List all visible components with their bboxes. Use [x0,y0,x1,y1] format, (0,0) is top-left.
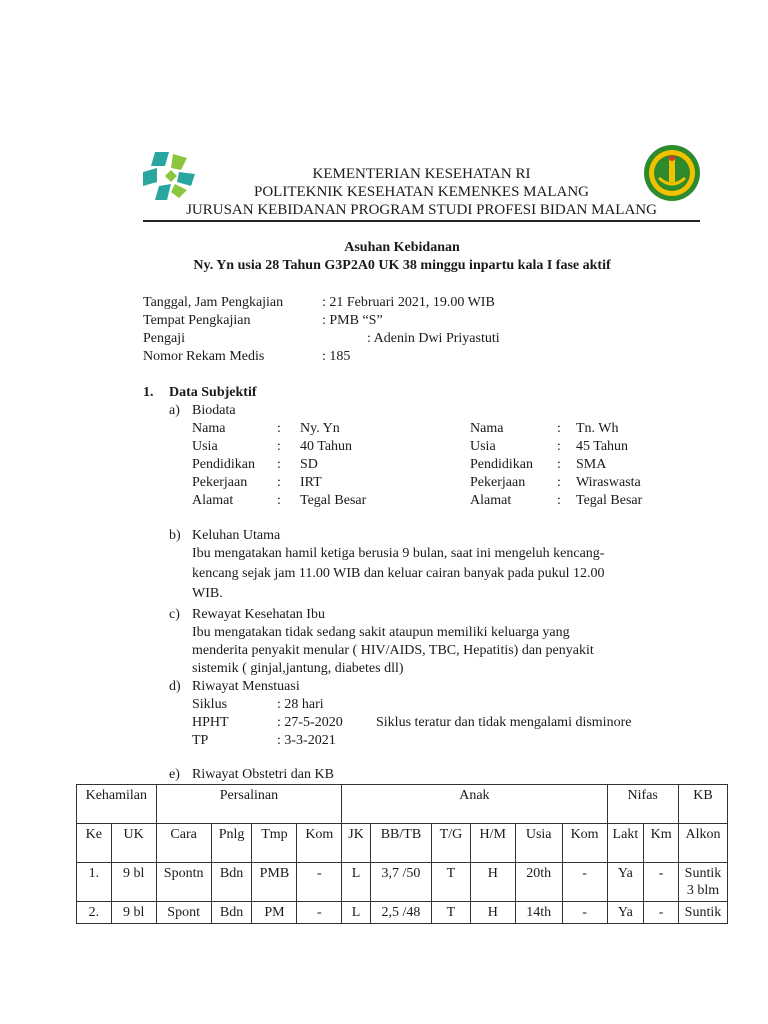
biodata-label: Nama [192,421,226,436]
table-cell: - [562,863,607,902]
table-column-header: Ke [77,824,112,863]
subsection-marker: c) [169,607,180,622]
table-column-header: Tmp [252,824,297,863]
header-department: JURUSAN KEBIDANAN PROGRAM STUDI PROFESI BIDAN MALANG [186,202,657,218]
biodata-value: Tegal Besar [300,493,367,508]
table-column-header-row [77,824,728,863]
menstruation-value: : 28 hari [277,697,324,712]
table-cell: Spont [156,902,211,924]
biodata-colon: : [557,493,561,508]
biodata-value: IRT [300,475,322,490]
table-cell: 2. [77,902,112,924]
table-column-header: Kom [297,824,342,863]
subsection-marker: b) [169,528,181,543]
biodata-label: Pekerjaan [470,475,526,490]
subsection-title: Biodata [192,403,236,418]
table-column-header: UK [111,824,156,863]
biodata-label: Nama [470,421,504,436]
meta-label: Nomor Rekam Medis [143,349,265,364]
biodata-colon: : [277,457,281,472]
document-title: Asuhan Kebidanan [344,240,460,255]
table-row [77,863,728,902]
table-cell: H [470,902,515,924]
subsection-marker: a) [169,403,180,418]
section-title: Data Subjektif [169,385,257,400]
meta-label: Tanggal, Jam Pengkajian [143,295,284,310]
section-number: 1. [143,385,154,400]
table-group-header: KB [678,785,727,824]
meta-value: : PMB “S” [322,313,383,328]
menstruation-label: TP [192,733,209,748]
table-cell: 2,5 /48 [370,902,431,924]
table-column-header: Alkon [678,824,727,863]
header-institution: POLITEKNIK KESEHATAN KEMENKES MALANG [253,184,590,200]
table-cell: - [297,902,342,924]
table-cell: - [562,902,607,924]
biodata-label: Pendidikan [470,457,533,472]
table-cell: Ya [607,863,644,902]
table-cell: - [644,902,679,924]
table-cell: - [644,863,679,902]
table-cell: Bdn [211,902,252,924]
table-column-header: Usia [515,824,562,863]
biodata-label: Pekerjaan [192,475,248,490]
table-cell: PMB [252,863,297,902]
menstruation-label: HPHT [192,715,229,730]
document-subtitle: Ny. Yn usia 28 Tahun G3P2A0 UK 38 minggu inpartu kala I fase aktif [193,258,611,273]
table-group-header: Nifas [607,785,678,824]
table-cell: 14th [515,902,562,924]
table-cell: PM [252,902,297,924]
table-cell: Spontn [156,863,211,902]
menstruation-value: : 3-3-2021 [277,733,336,748]
paragraph-line: menderita penyakit menular ( HIV/AIDS, TBC, Hepatitis) dan penyakit [192,643,594,658]
menstruation-note: Siklus teratur dan tidak mengalami disminore [376,715,632,730]
subsection-title: Keluhan Utama [192,528,281,543]
header-ministry: KEMENTERIAN KESEHATAN RI [312,166,531,182]
biodata-value: SD [300,457,318,472]
table-column-header: Pnlg [211,824,252,863]
table-cell: Ya [607,902,644,924]
table-column-header: Km [644,824,679,863]
table-group-header: Kehamilan [77,785,157,824]
biodata-colon: : [277,439,281,454]
table-cell: 1. [77,863,112,902]
table-column-header: Cara [156,824,211,863]
subsection-title: Rewayat Kesehatan Ibu [192,607,325,622]
table-cell: T [432,863,471,902]
biodata-value: Ny. Yn [300,421,340,436]
table-cell: T [432,902,471,924]
table-cell: Bdn [211,863,252,902]
biodata-label: Usia [470,439,496,454]
subsection-title: Riwayat Menstuasi [192,679,300,694]
meta-label: Pengaji [143,331,185,346]
biodata-value: Wiraswasta [576,475,641,490]
biodata-colon: : [557,475,561,490]
biodata-label: Pendidikan [192,457,255,472]
biodata-label: Alamat [470,493,512,508]
biodata-colon: : [277,493,281,508]
meta-value: : Adenin Dwi Priyastuti [367,331,500,346]
biodata-value: Tn. Wh [576,421,619,436]
meta-value: : 21 Februari 2021, 19.00 WIB [322,295,495,310]
biodata-value: 45 Tahun [576,439,629,454]
table-column-header: Kom [562,824,607,863]
table-column-header: T/G [432,824,471,863]
table-group-header-row [77,785,728,824]
table-cell: 20th [515,863,562,902]
biodata-label: Usia [192,439,218,454]
biodata-label: Alamat [192,493,234,508]
meta-label: Tempat Pengkajian [143,313,251,328]
table-cell: 9 bl [111,902,156,924]
table-cell: 9 bl [111,863,156,902]
table-column-header: BB/TB [370,824,431,863]
biodata-colon: : [557,457,561,472]
paragraph-line: Ibu mengatakan hamil ketiga berusia 9 bulan, saat ini mengeluh kencang- [192,546,605,561]
biodata-colon: : [277,421,281,436]
subsection-title: Riwayat Obstetri dan KB [192,767,334,782]
meta-value: : 185 [322,349,351,364]
subsection-marker: e) [169,767,180,782]
biodata-colon: : [277,475,281,490]
table-cell: L [342,863,371,902]
paragraph-line: WIB. [192,586,223,601]
header-divider [143,220,700,222]
table-row [77,902,728,924]
table-group-header: Anak [342,785,607,824]
paragraph-line: sistemik ( ginjal,jantung, diabetes dll) [192,661,404,676]
table-cell: - [297,863,342,902]
table-column-header: H/M [470,824,515,863]
table-cell: 3,7 /50 [370,863,431,902]
biodata-value: 40 Tahun [300,439,353,454]
biodata-colon: : [557,439,561,454]
table-cell: Suntik 3 blm [678,863,727,902]
menstruation-value: : 27-5-2020 [277,715,343,730]
table-cell: Suntik [678,902,727,924]
table-cell: L [342,902,371,924]
table-column-header: Lakt [607,824,644,863]
paragraph-line: kencang sejak jam 11.00 WIB dan keluar cairan banyak pada pukul 12.00 [192,566,605,581]
subsection-marker: d) [169,679,181,694]
biodata-colon: : [557,421,561,436]
obstetric-history-table [76,784,728,924]
biodata-value: Tegal Besar [576,493,643,508]
paragraph-line: Ibu mengatakan tidak sedang sakit ataupun memiliki keluarga yang [192,625,570,640]
table-group-header: Persalinan [156,785,342,824]
menstruation-label: Siklus [192,697,228,712]
table-column-header: JK [342,824,371,863]
biodata-value: SMA [576,457,607,472]
table-cell: H [470,863,515,902]
